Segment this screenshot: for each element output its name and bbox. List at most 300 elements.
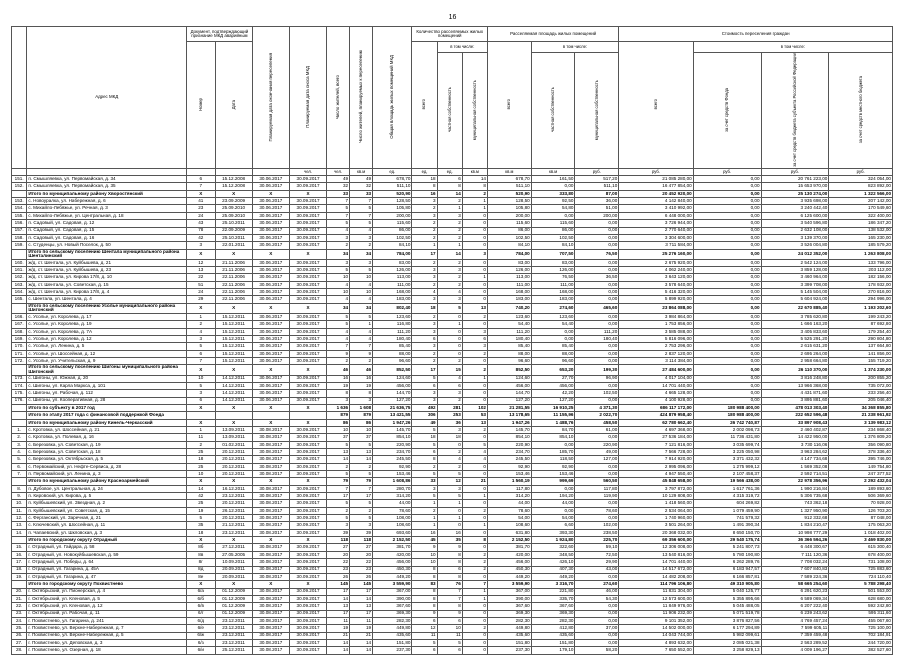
table-cell: 5 899 920,00 xyxy=(619,296,693,303)
table-cell: 0,00 xyxy=(693,176,761,183)
address-cell: с. Шигоны, ул. Кооперативная, д. 28 xyxy=(27,397,187,404)
table-cell: 13 540 816,00 xyxy=(619,551,693,558)
table-cell: 4 xyxy=(437,375,462,382)
table-cell: 5 145 504,00 xyxy=(761,289,829,296)
table-cell: 3 711 584,00 xyxy=(619,242,693,249)
table-cell: 23.09.2009 xyxy=(215,198,252,205)
table-cell: 3 xyxy=(437,212,462,219)
table-cell: 0 xyxy=(437,313,462,320)
table-cell: 8д xyxy=(187,566,215,573)
table-cell: 30.09.2017 xyxy=(289,449,326,456)
table-row xyxy=(12,198,893,205)
address-cell: с. Шигоны, ул. Карла Маркса, д. 101 xyxy=(27,382,187,389)
table-cell: 10 xyxy=(412,559,437,566)
table-cell: 145 xyxy=(350,581,373,588)
table-cell: 16 xyxy=(412,529,437,536)
table-cell: 11 xyxy=(350,617,373,624)
table-cell: 10 xyxy=(327,274,350,281)
table-cell: 322,60 xyxy=(531,544,575,551)
table-cell: 2 995 096,00 xyxy=(619,463,693,470)
table-cell: 2 563 289,52 xyxy=(761,639,829,646)
table-cell: 29,90 xyxy=(575,559,619,566)
table-cell: 2 xyxy=(437,274,462,281)
table-cell: X xyxy=(215,365,252,375)
table-cell: 520,90 xyxy=(487,190,531,197)
table-cell: 30.09.2017 xyxy=(289,328,326,335)
address-cell: с. Шентала, ул. Шентала, д. 4 xyxy=(27,296,187,303)
table-cell: 88,00 xyxy=(531,350,575,357)
table-cell: 7 xyxy=(327,212,350,219)
table-cell: 4 062 240,00 xyxy=(619,267,693,274)
table-cell: 2 xyxy=(187,441,215,448)
table-cell: 3 225 050,98 xyxy=(693,449,761,456)
table-cell xyxy=(12,419,27,426)
address-cell: п. Смышляевка, ул. Первомайская, д. 34 xyxy=(27,176,187,183)
table-cell: 369,30 xyxy=(373,610,412,617)
table-cell: 456,00 xyxy=(373,559,412,566)
table-cell: 0 xyxy=(462,242,487,249)
table-cell: 2 xyxy=(437,397,462,404)
table-cell: 23.12.2011 xyxy=(215,529,252,536)
table-cell: 18 xyxy=(437,434,462,441)
table-cell: 678,70 xyxy=(373,176,412,183)
table-row xyxy=(12,350,893,357)
table-cell: 2 xyxy=(462,507,487,514)
table-row xyxy=(12,529,893,536)
table-cell: 37 xyxy=(350,434,373,441)
address-cell: п. Первомайский, ул. Ленина, д. 3 xyxy=(27,471,187,478)
table-cell: 0,00 xyxy=(693,343,761,350)
table-cell: 8. xyxy=(12,485,27,492)
table-cell: 25.09.2010 xyxy=(215,205,252,212)
table-cell: 7 359 459,48 xyxy=(761,632,829,639)
table-cell: 9 xyxy=(437,544,462,551)
table-cell: 11 831 304,00 xyxy=(619,588,693,595)
table-cell: 18 xyxy=(412,303,437,313)
table-cell: 127,00 xyxy=(575,456,619,463)
table-cell: 16 xyxy=(327,375,350,382)
table-cell: 0 xyxy=(437,522,462,529)
table-cell: 879 xyxy=(327,412,350,419)
table-cell: 42 xyxy=(187,234,215,241)
table-cell: 30.08.2017 xyxy=(252,493,289,500)
address-cell: ж/д. ст. Шентала, ул. Кирова 17/8, д. 4 xyxy=(27,289,187,296)
address-cell: Итого по сельскому поселению Шентала муниципального района Шенталинский xyxy=(27,249,187,259)
table-cell: 6 xyxy=(412,336,437,343)
table-cell: 30.06.2017 xyxy=(252,296,289,303)
table-cell: 22. xyxy=(12,603,27,610)
table-cell: 111,20 xyxy=(575,328,619,335)
table-cell: 13 178,65 xyxy=(487,412,531,419)
table-cell: 13 xyxy=(462,419,487,426)
table-cell: 0,00 xyxy=(575,573,619,580)
table-cell: 6/и xyxy=(187,647,215,654)
table-cell: 87 048,00 xyxy=(829,515,893,522)
table-cell: 145,70 xyxy=(487,426,531,433)
table-cell: 1 xyxy=(412,522,437,529)
table-cell: 3 xyxy=(187,390,215,397)
subtotal-row xyxy=(12,419,893,426)
table-cell: 30.08.2017 xyxy=(252,610,289,617)
table-row xyxy=(12,566,893,573)
table-cell: 0,00 xyxy=(531,336,575,343)
table-cell: 0,00 xyxy=(693,375,761,382)
table-cell: 180 988 400,00 xyxy=(693,404,761,411)
table-cell: 225,70 xyxy=(575,537,619,544)
table-cell: 54,80 xyxy=(531,205,575,212)
table-cell: 30.09.2017 xyxy=(289,242,326,249)
table-cell: X xyxy=(289,249,326,259)
table-cell: 83,00 xyxy=(373,259,412,266)
table-cell: 2 xyxy=(412,220,437,227)
table-cell: 1. xyxy=(12,426,27,433)
table-cell: 2 xyxy=(412,259,437,266)
table-cell xyxy=(12,537,27,544)
table-cell: 46 xyxy=(350,365,373,375)
table-row xyxy=(12,463,893,470)
table-cell: 119,90 xyxy=(575,493,619,500)
table-cell: 200,00 xyxy=(487,212,531,219)
table-cell: 153,46 xyxy=(373,471,412,478)
table-cell: 0,00 xyxy=(693,303,761,313)
table-cell: 3 559,90 xyxy=(373,581,412,588)
table-cell: 5 306 735,68 xyxy=(761,493,829,500)
table-cell: 4 xyxy=(350,281,373,288)
table-cell: 25.10.2011 xyxy=(215,220,252,227)
table-cell: 5 xyxy=(350,441,373,448)
address-cell: г. Октябрьский, ул. Кленовая, д. 12 xyxy=(27,603,187,610)
table-cell: 0,00 xyxy=(693,234,761,241)
cost-group-header: Стоимость переселения граждан xyxy=(619,27,893,42)
table-cell: 4 371,30 xyxy=(575,404,619,411)
table-cell: 30.08.2017 xyxy=(252,544,289,551)
table-cell: 7 607 840,83 xyxy=(761,566,829,573)
cost-local-header: за счет средств местного бюджета xyxy=(829,53,893,169)
table-cell: 3 xyxy=(350,234,373,241)
table-cell: 123,60 xyxy=(531,313,575,320)
table-cell: 12 xyxy=(412,625,437,632)
table-cell: 282,30 xyxy=(531,617,575,624)
table-cell: 0 xyxy=(462,390,487,397)
table-cell: 156. xyxy=(12,220,27,227)
table-cell: 0,00 xyxy=(693,242,761,249)
table-cell: 0 xyxy=(462,220,487,227)
table-cell: 30.06.2017 xyxy=(252,350,289,357)
table-cell: 83,00 xyxy=(531,259,575,266)
table-cell: 102,50 xyxy=(487,234,531,241)
unit-cell: кв.м xyxy=(350,169,373,176)
table-cell: 154. xyxy=(12,205,27,212)
table-cell: 16. xyxy=(12,551,27,558)
table-cell: 30.09.2017 xyxy=(289,176,326,183)
table-cell xyxy=(289,412,326,419)
table-cell: 852,50 xyxy=(487,365,531,375)
table-cell: 10 xyxy=(350,426,373,433)
table-cell: 0,00 xyxy=(575,639,619,646)
table-cell: 854,10 xyxy=(531,434,575,441)
table-cell: 2 xyxy=(437,198,462,205)
table-cell: X xyxy=(289,365,326,375)
table-cell: 1 947,26 xyxy=(487,419,531,426)
table-cell xyxy=(12,190,27,197)
table-cell: 2 xyxy=(462,559,487,566)
table-cell: 7 708 032,24 xyxy=(761,559,829,566)
unit-cell xyxy=(27,169,187,176)
table-cell: 3 460 964,00 xyxy=(761,274,829,281)
table-cell: 333,80 xyxy=(531,190,575,197)
rooms-total-header: всего xyxy=(412,42,437,169)
table-cell: 30.09.2017 xyxy=(289,375,326,382)
table-cell: 11 xyxy=(437,632,462,639)
table-cell: 115,60 xyxy=(373,220,412,227)
planned-demolish-header: Планируемая дата сноса МКД xyxy=(289,27,326,169)
table-cell: 7 650 552,00 xyxy=(619,647,693,654)
table-cell: 23.12.2011 xyxy=(215,493,252,500)
table-cell: 15.12.2011 xyxy=(215,343,252,350)
table-cell: 367,00 xyxy=(487,588,531,595)
table-cell: 17 xyxy=(350,588,373,595)
table-cell: 3 xyxy=(412,212,437,219)
table-cell: X xyxy=(252,404,289,411)
table-cell: 6 xyxy=(437,176,462,183)
table-cell: 194,20 xyxy=(531,493,575,500)
table-cell: 30.08.2017 xyxy=(252,515,289,522)
address-cell: Итого по городскому округу Отрадный xyxy=(27,537,187,544)
table-cell: 1 xyxy=(350,321,373,328)
table-cell: 45 848 658,00 xyxy=(619,478,693,485)
table-cell: 3 xyxy=(350,522,373,529)
table-cell: 102,50 xyxy=(531,234,575,241)
table-row xyxy=(12,234,893,241)
table-cell: 7 xyxy=(437,595,462,602)
table-cell: X xyxy=(187,581,215,588)
table-cell: 0 xyxy=(462,289,487,296)
table-cell: 2 xyxy=(412,507,437,514)
table-cell: 0 xyxy=(462,321,487,328)
table-cell: 244 720,00 xyxy=(829,639,893,646)
table-cell: 43,00 xyxy=(575,566,619,573)
table-cell: 123,60 xyxy=(373,313,412,320)
table-cell: 456,00 xyxy=(373,382,412,389)
table-cell: 382 527,60 xyxy=(829,647,893,654)
table-cell: 126 703,20 xyxy=(829,507,893,514)
table-cell: 30.08.2017 xyxy=(252,603,289,610)
table-cell: 30.08.2017 xyxy=(252,456,289,463)
table-cell: 10 xyxy=(327,426,350,433)
table-cell: 3 258 829,13 xyxy=(693,647,761,654)
table-row xyxy=(12,449,893,456)
table-cell: 30.06.2017 xyxy=(252,375,289,382)
table-row xyxy=(12,267,893,274)
table-cell: 1 xyxy=(462,595,487,602)
table-cell: 21.12.2011 xyxy=(215,522,252,529)
table-cell: 3 726 944,00 xyxy=(619,220,693,227)
table-cell: 5 xyxy=(350,313,373,320)
table-cell: 17. xyxy=(12,559,27,566)
table-cell: 23 864 088,00 xyxy=(619,303,693,313)
table-cell: 450,30 xyxy=(373,566,412,573)
table-cell: 6 xyxy=(187,176,215,183)
table-cell: 6 xyxy=(412,617,437,624)
table-cell: 8 xyxy=(437,183,462,190)
table-cell: 693,60 xyxy=(373,529,412,536)
table-cell: 33 xyxy=(350,190,373,197)
table-cell: 21 xyxy=(327,632,350,639)
address-cell: п. Кировский, ул. Кирова, д. 5 xyxy=(27,493,187,500)
table-cell: 367,60 xyxy=(373,603,412,610)
subtotal-row xyxy=(12,478,893,485)
table-cell: 8 xyxy=(412,595,437,602)
address-cell: с. Студенцы, ул. Новый Поселок, д. 50 xyxy=(27,242,187,249)
table-cell: 127,20 xyxy=(487,397,531,404)
table-cell: 6 291 620,23 xyxy=(761,588,829,595)
table-cell: 23 xyxy=(187,205,215,212)
table-cell: 0,00 xyxy=(693,397,761,404)
unit-cell xyxy=(187,169,215,176)
table-cell: 84,10 xyxy=(373,242,412,249)
table-cell: 2 534 064,00 xyxy=(619,507,693,514)
table-cell: 17 xyxy=(350,493,373,500)
table-cell: 124,60 xyxy=(487,375,531,382)
table-cell: 126,00 xyxy=(487,267,531,274)
table-cell: 7 xyxy=(327,343,350,350)
table-cell: 161. xyxy=(12,267,27,274)
table-cell: 221,80 xyxy=(531,588,575,595)
table-cell: 21.11.2006 xyxy=(215,259,252,266)
table-cell: 30.09.2017 xyxy=(289,617,326,624)
table-header xyxy=(12,27,893,176)
address-cell: с. Первомайский, ул. Нефте-Сервиса, д. 28 xyxy=(27,463,187,470)
table-cell: 3 xyxy=(462,249,487,259)
table-cell: 01.12.2009 xyxy=(215,610,252,617)
table-cell: 517,20 xyxy=(575,176,619,183)
doc-date-header: Дата xyxy=(215,42,252,169)
table-cell: 20 xyxy=(327,551,350,558)
table-cell: 22 670 885,40 xyxy=(761,303,829,313)
cost-incl-header: в том числе: xyxy=(693,42,892,53)
table-cell: 30.08.2017 xyxy=(252,559,289,566)
table-cell: 30.09.2017 xyxy=(289,343,326,350)
table-row xyxy=(12,183,893,190)
table-cell: 30.06.2017 xyxy=(252,212,289,219)
table-cell: 30.09.2017 xyxy=(289,350,326,357)
table-cell: 2 837 120,00 xyxy=(619,350,693,357)
table-cell: 6 xyxy=(187,397,215,404)
table-cell: 86,00 xyxy=(487,227,531,234)
address-cell: ж/д. ст. Шентала, ул. Куйбышева, д. 23 xyxy=(27,267,187,274)
table-cell: 10 xyxy=(327,289,350,296)
table-cell: 14 482 208,00 xyxy=(619,573,693,580)
table-cell: 7 xyxy=(187,358,215,365)
table-cell: 2 085 021,38 xyxy=(693,639,761,646)
address-cell: г. Октябрьский, ул. Пионерская, д. 4 xyxy=(27,588,187,595)
people-plan-header: Число жителей, планируемых к переселению xyxy=(350,27,373,169)
table-cell: 3 405 833,60 xyxy=(761,328,829,335)
table-cell: 3 xyxy=(412,321,437,328)
table-cell: 86,00 xyxy=(373,227,412,234)
table-cell: 9 xyxy=(437,610,462,617)
table-cell: 20 xyxy=(350,551,373,558)
table-cell: X xyxy=(187,190,215,197)
table-cell: 5 xyxy=(437,639,462,646)
table-cell: 367,00 xyxy=(373,588,412,595)
table-cell: X xyxy=(252,419,289,426)
table-cell: 2 107 458,37 xyxy=(693,471,761,478)
rooms-private-header: частная собственность xyxy=(437,53,462,169)
table-cell: 2 xyxy=(437,463,462,470)
table-cell: 6 183 947,57 xyxy=(693,566,761,573)
table-cell: 83,00 xyxy=(487,259,531,266)
table-cell: 180 988 400,00 xyxy=(693,412,761,419)
table-cell: 1 947,26 xyxy=(373,419,412,426)
table-cell: 21 281,55 xyxy=(487,404,531,411)
table-cell: 111,00 xyxy=(373,281,412,288)
table-cell: 0,00 xyxy=(575,234,619,241)
doc-number-header: Номер xyxy=(187,42,215,169)
table-row xyxy=(12,544,893,551)
table-cell: 6 xyxy=(437,382,462,389)
table-cell: 84,10 xyxy=(487,242,531,249)
table-cell: 0 xyxy=(462,259,487,266)
table-row xyxy=(12,610,893,617)
table-cell: 12 573 600,00 xyxy=(619,595,693,602)
table-cell: 30.08.2017 xyxy=(252,588,289,595)
table-cell: 26 110 370,00 xyxy=(761,365,829,375)
table-cell: 7 121 816,00 xyxy=(619,441,693,448)
table-cell: X xyxy=(215,581,252,588)
table-cell: 30.09.2017 xyxy=(289,588,326,595)
table-cell: 3 139 370,00 xyxy=(761,234,829,241)
table-cell: 6/а xyxy=(187,588,215,595)
table-cell: 179,10 xyxy=(531,647,575,654)
table-cell: 20 368 032,00 xyxy=(619,529,693,536)
table-cell: 157. xyxy=(12,227,27,234)
table-cell: 30.09.2017 xyxy=(289,456,326,463)
table-cell: 1 xyxy=(187,426,215,433)
address-cell: г. Отрадный, ул. Победы, д. 64 xyxy=(27,559,187,566)
table-cell: 17 xyxy=(327,610,350,617)
table-cell: 34 xyxy=(327,303,350,313)
table-cell: 36,50 xyxy=(575,274,619,281)
table-cell: 96,60 xyxy=(373,358,412,365)
table-cell: 0,00 xyxy=(693,365,761,375)
table-cell: 0,00 xyxy=(575,227,619,234)
table-cell: 5 xyxy=(350,471,373,478)
table-cell: 8 xyxy=(412,566,437,573)
table-cell: 0,00 xyxy=(531,441,575,448)
table-cell: 4 697 368,00 xyxy=(619,426,693,433)
table-cell: 10.09.2011 xyxy=(215,559,252,566)
unit-cell: ед. xyxy=(373,169,412,176)
table-cell: 14 043 744,00 xyxy=(619,632,693,639)
table-cell: 4 xyxy=(412,289,437,296)
table-cell: 30.09.2017 xyxy=(289,274,326,281)
table-cell: 4 xyxy=(350,296,373,303)
table-cell: 245,50 xyxy=(373,456,412,463)
table-cell: 2 xyxy=(327,358,350,365)
table-cell: 26. xyxy=(12,632,27,639)
table-cell: 30.08.2017 xyxy=(252,426,289,433)
table-cell: 138 532,00 xyxy=(829,227,893,234)
table-cell: 0,00 xyxy=(575,515,619,522)
table-cell: 30.09.2017 xyxy=(289,625,326,632)
table-cell: 3 984 864,00 xyxy=(619,313,693,320)
table-cell: 151,80 xyxy=(531,639,575,646)
table-cell: 2 xyxy=(462,350,487,357)
table-cell: 164. xyxy=(12,289,27,296)
table-cell: 3 xyxy=(327,234,350,241)
table-cell: 126,00 xyxy=(373,267,412,274)
